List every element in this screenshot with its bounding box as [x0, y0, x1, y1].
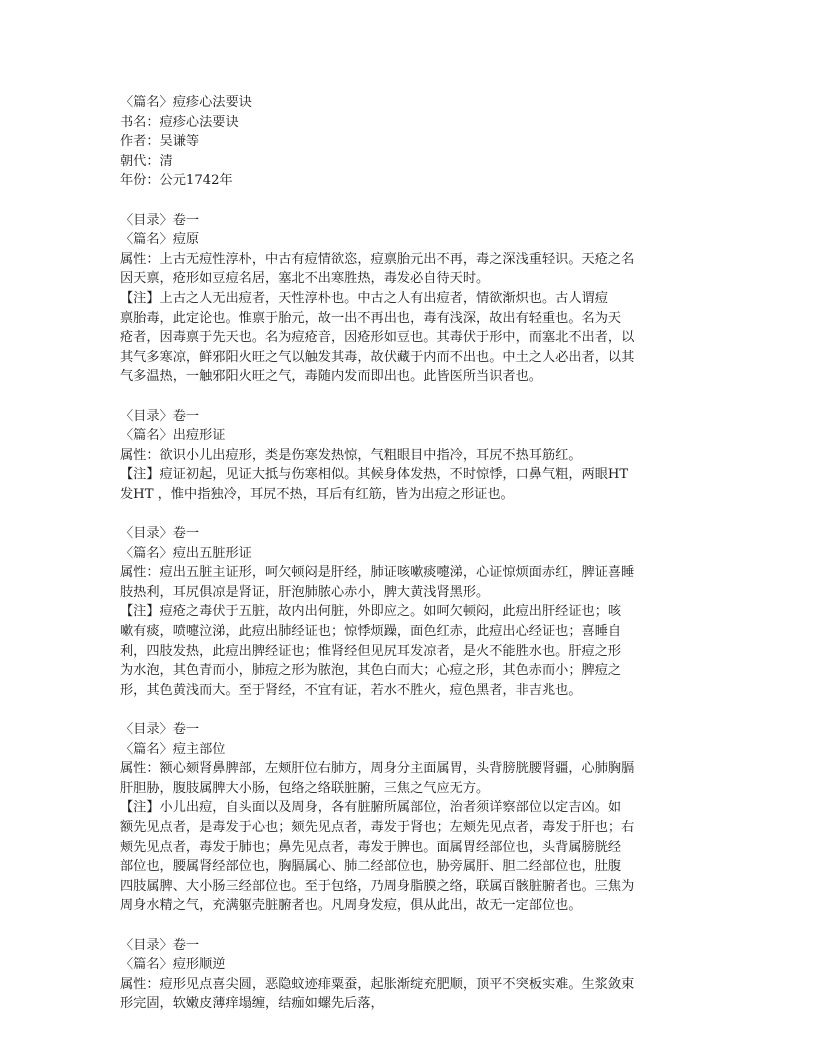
- blank-line: [120, 191, 700, 211]
- document-page: [120, 93, 700, 1014]
- header-chapter-title: 〈篇名〉痘疹心法要诀: [120, 95, 252, 110]
- section-shunni: [120, 936, 700, 1014]
- section-title-line: 〈篇名〉出痘形证: [120, 428, 226, 444]
- blank-line: [120, 700, 700, 720]
- section-title-line: 〈篇名〉痘主部位: [120, 741, 226, 757]
- header-dynasty: 朝代：清: [120, 153, 173, 169]
- section-note-line: 形，其色黄浅而大。至于肾经，不宜有证，若水不胜火，痘色黑者，非吉兆也。: [120, 682, 582, 698]
- section-verse-line: 属性：痘形见点喜尖圆，恶隐蚊迹痱粟蚕，起胀渐绽充肥顺，顶平不突板实难。生浆敛束: [120, 976, 635, 992]
- section-verse-line: 属性：痘出五脏主证形，呵欠顿闷是肝经，肺证咳嗽痰嚏涕，心证惊烦面赤红，脾证喜睡: [120, 565, 635, 581]
- section-catalog-line: 〈目录〉卷一: [120, 212, 200, 228]
- section-catalog-line: 〈目录〉卷一: [120, 722, 200, 737]
- section-chudou-xingzheng: [120, 407, 700, 505]
- section-note-line: 周身水精之气，充满躯壳脏腑者也。凡周身发痘，俱从此出，故无一定部位也。: [120, 898, 582, 914]
- section-title-line: 〈篇名〉痘原: [120, 232, 200, 248]
- section-verse-line: 肢热利，耳尻俱凉是肾证，肝泡肺脓心赤小，脾大黄浅肾黑形。: [120, 584, 490, 600]
- section-title-line: 〈篇名〉痘出五脏形证: [120, 545, 252, 561]
- section-catalog-line: 〈目录〉卷一: [120, 526, 200, 542]
- section-note-line: 禀胎毒，此定论也。惟禀于胎元，故一出不再出也，毒有浅深，故出有轻重也。名为天: [120, 310, 622, 326]
- section-verse-line: 属性：欲识小儿出痘形，类是伤寒发热惊，气粗眼目中指冷，耳尻不热耳筋红。: [120, 447, 582, 463]
- section-note-line: 【注】痘疮之毒伏于五脏，故内出何脏，外即应之。如呵欠顿闷，此痘出肝经证也；咳: [120, 604, 622, 620]
- blank-line: [120, 387, 700, 407]
- section-note-line: 发HT ，惟中指独冷，耳尻不热，耳后有红筋，皆为出痘之形证也。: [120, 486, 514, 502]
- section-verse-line: 属性：上古无痘性淳朴，中古有痘情欲恣，痘禀胎元出不再，毒之深浅重轻识。天疮之名: [120, 251, 635, 267]
- header-book-title: 书名：痘疹心法要诀: [120, 114, 239, 130]
- section-note-line: 利，四肢发热，此痘出脾经证也；惟肾经但见尻耳发凉者，是火不能胜水也。肝痘之形: [120, 643, 622, 659]
- section-verse-line: 形完固，软嫩皮薄痒塌缠，结痂如螺先后落，: [120, 996, 384, 1012]
- section-note-line: 颊先见点者，毒发于肺也；鼻先见点者，毒发于脾也。面属胃经部位也，头背属膀胱经: [120, 839, 622, 855]
- section-catalog-line: 〈目录〉卷一: [120, 937, 200, 953]
- section-verse-line: 因天禀，疮形如豆痘名居，塞北不出寒胜热，毒发必自待天时。: [120, 271, 490, 287]
- section-note-line: 【注】小儿出痘，自头面以及周身，各有脏腑所属部位，治者须详察部位以定吉凶。如: [120, 800, 622, 816]
- section-note-line: 其气多寒凉，鲜邪阳火旺之气以触发其毒，故伏藏于内而不出也。中土之人必出者，以其: [120, 349, 635, 365]
- section-douyuan: [120, 211, 700, 387]
- section-note-line: 为水泡，其色青而小，肺痘之形为脓泡，其色白而大；心痘之形，其色赤而小；脾痘之: [120, 663, 622, 679]
- document-header: [120, 93, 700, 191]
- section-note-line: 四肢属脾、大小肠三经部位也。至于包络，乃周身脂膜之络，联属百骸脏腑者也。三焦为: [120, 878, 635, 894]
- section-note-line: 疮者，因毒禀于先天也。名为痘疮音，因疮形如豆也。其毒伏于形中，而塞北不出者，以: [120, 330, 635, 346]
- section-note-line: 嗽有痰，喷嚏泣涕，此痘出肺经证也；惊悸烦躁，面色红赤，此痘出心经证也；喜睡自: [120, 624, 622, 640]
- section-wuzang-xingzheng: [120, 524, 700, 700]
- section-note-line: 额先见点者，是毒发于心也；颏先见点者，毒发于肾也；左颊先见点者，毒发于肝也；右: [120, 819, 635, 835]
- section-buwei: [120, 720, 700, 916]
- section-note-line: 部位也，腰属肾经部位也，胸膈属心、肺二经部位也，胁旁属肝、胆二经部位也，肚腹: [120, 859, 622, 875]
- section-verse-line: 肝胆胁，腹肢属脾大小肠，包络之络联脏腑，三焦之气应无方。: [120, 780, 490, 796]
- section-catalog-line: 〈目录〉卷一: [120, 408, 200, 424]
- header-author: 作者：吴谦等: [120, 134, 200, 150]
- section-note-line: 【注】痘证初起，见证大抵与伤寒相似。其候身体发热，不时惊悸，口鼻气粗，两眼HT: [120, 467, 629, 483]
- section-title-line: 〈篇名〉痘形顺逆: [120, 957, 226, 973]
- blank-line: [120, 504, 700, 524]
- section-note-line: 气多温热，一触邪阳火旺之气，毒随内发而即出也。此皆医所当识者也。: [120, 369, 542, 385]
- header-year: 年份：公元1742年: [120, 173, 233, 189]
- blank-line: [120, 916, 700, 936]
- section-verse-line: 属性：额心颏肾鼻脾部，左颊肝位右肺方，周身分主面属胃，头背膀胱腰肾疆，心肺胸膈: [120, 761, 635, 777]
- section-note-line: 【注】上古之人无出痘者，天性淳朴也。中古之人有出痘者，情欲渐炽也。古人谓痘: [120, 290, 608, 306]
